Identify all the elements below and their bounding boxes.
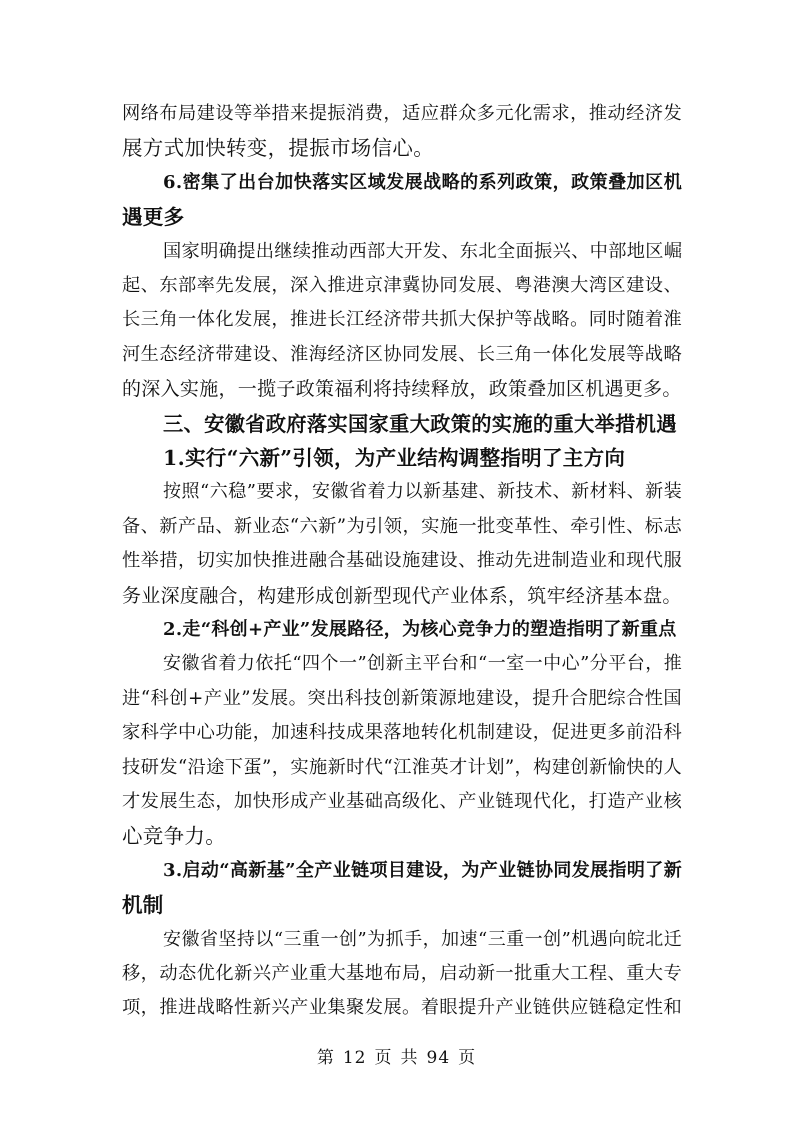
- paragraph-line: 河生态经济带建设、淮海经济区协同发展、长三角一体化发展等战略: [122, 343, 682, 365]
- paragraph-line: 心竞争力。: [122, 824, 226, 849]
- paragraph-line: 安徽省着力依托“四个一”创新主平台和“一室一中心”分平台，推: [163, 653, 682, 675]
- paragraph-line: 按照“六稳”要求，安徽省着力以新基建、新技术、新材料、新装: [163, 481, 682, 503]
- paragraph-line: 长三角一体化发展，推进长江经济带共抓大保护等战略。同时随着淮: [122, 309, 682, 331]
- paragraph-line: 项，推进战略性新兴产业集聚发展。着眼提升产业链供应链稳定性和: [122, 997, 682, 1019]
- heading-line: 2.走“科创+产业”发展路径，为核心竞争力的塑造指明了新重点: [163, 619, 677, 640]
- footer-total-pages: 94: [426, 1048, 451, 1068]
- footer-ye-2: 页: [458, 1048, 477, 1068]
- paragraph-line: 安徽省坚持以“三重一创”为抓手，加速“三重一创”机遇向皖北迁: [163, 928, 682, 950]
- paragraph-line: 移，动态优化新兴产业重大基地布局，启动新一批重大工程、重大专: [122, 963, 682, 984]
- heading-line: 3.启动“高新基”全产业链项目建设，为产业链协同发展指明了新: [163, 859, 682, 881]
- paragraph-line: 进“科创+产业”发展。突出科技创新策源地建设，提升合肥综合性国: [122, 687, 682, 709]
- paragraph-line: 性举措，切实加快推进融合基础设施建设、推动先进制造业和现代服: [122, 550, 682, 572]
- page-footer: [0, 1046, 793, 1070]
- paragraph-line: 才发展生态，加快形成产业基础高级化、产业链现代化，打造产业核: [122, 791, 682, 812]
- footer-current-page: 12: [342, 1048, 367, 1068]
- paragraph-line: 的深入实施，一揽子政策福利将持续释放，政策叠加区机遇更多。: [122, 378, 682, 401]
- heading-line: 6.密集了出台加快落实区域发展战略的系列政策，政策叠加区机: [163, 171, 682, 193]
- paragraph-line: 国家明确提出继续推动西部大开发、东北全面振兴、中部地区崛: [163, 240, 683, 262]
- paragraph-line: 起、东部率先发展，深入推进京津冀协同发展、粤港澳大湾区建设、: [122, 275, 682, 296]
- paragraph-line: 网络布局建设等举措来提振消费，适应群众多元化需求，推动经济发: [122, 103, 682, 124]
- footer-ye: 页: [374, 1048, 393, 1068]
- paragraph-line: 备、新产品、新业态“六新”为引领，实施一批变革性、牵引性、标志: [122, 515, 682, 537]
- paragraph-line: 务业深度融合，构建形成创新型现代产业体系，筑牢经济基本盘。: [122, 584, 682, 607]
- footer-di: 第: [316, 1048, 335, 1068]
- heading-line: 机制: [122, 893, 164, 918]
- footer-gong: 共: [400, 1048, 419, 1068]
- paragraph-line: 家科学中心功能，加速科技成果落地转化机制建设，促进更多前沿科: [122, 722, 682, 744]
- paragraph-line: 技研发“沿途下蛋”，实施新时代“江淮英才计划”，构建创新愉快的人: [122, 756, 682, 778]
- heading-line: 遇更多: [122, 205, 185, 230]
- heading-line: 三、安徽省政府落实国家重大政策的实施的重大举措机遇: [163, 411, 677, 436]
- paragraph-line: 展方式加快转变，提振市场信心。: [122, 136, 434, 161]
- heading-line: 1.实行“六新”引领，为产业结构调整指明了主方向: [163, 446, 626, 470]
